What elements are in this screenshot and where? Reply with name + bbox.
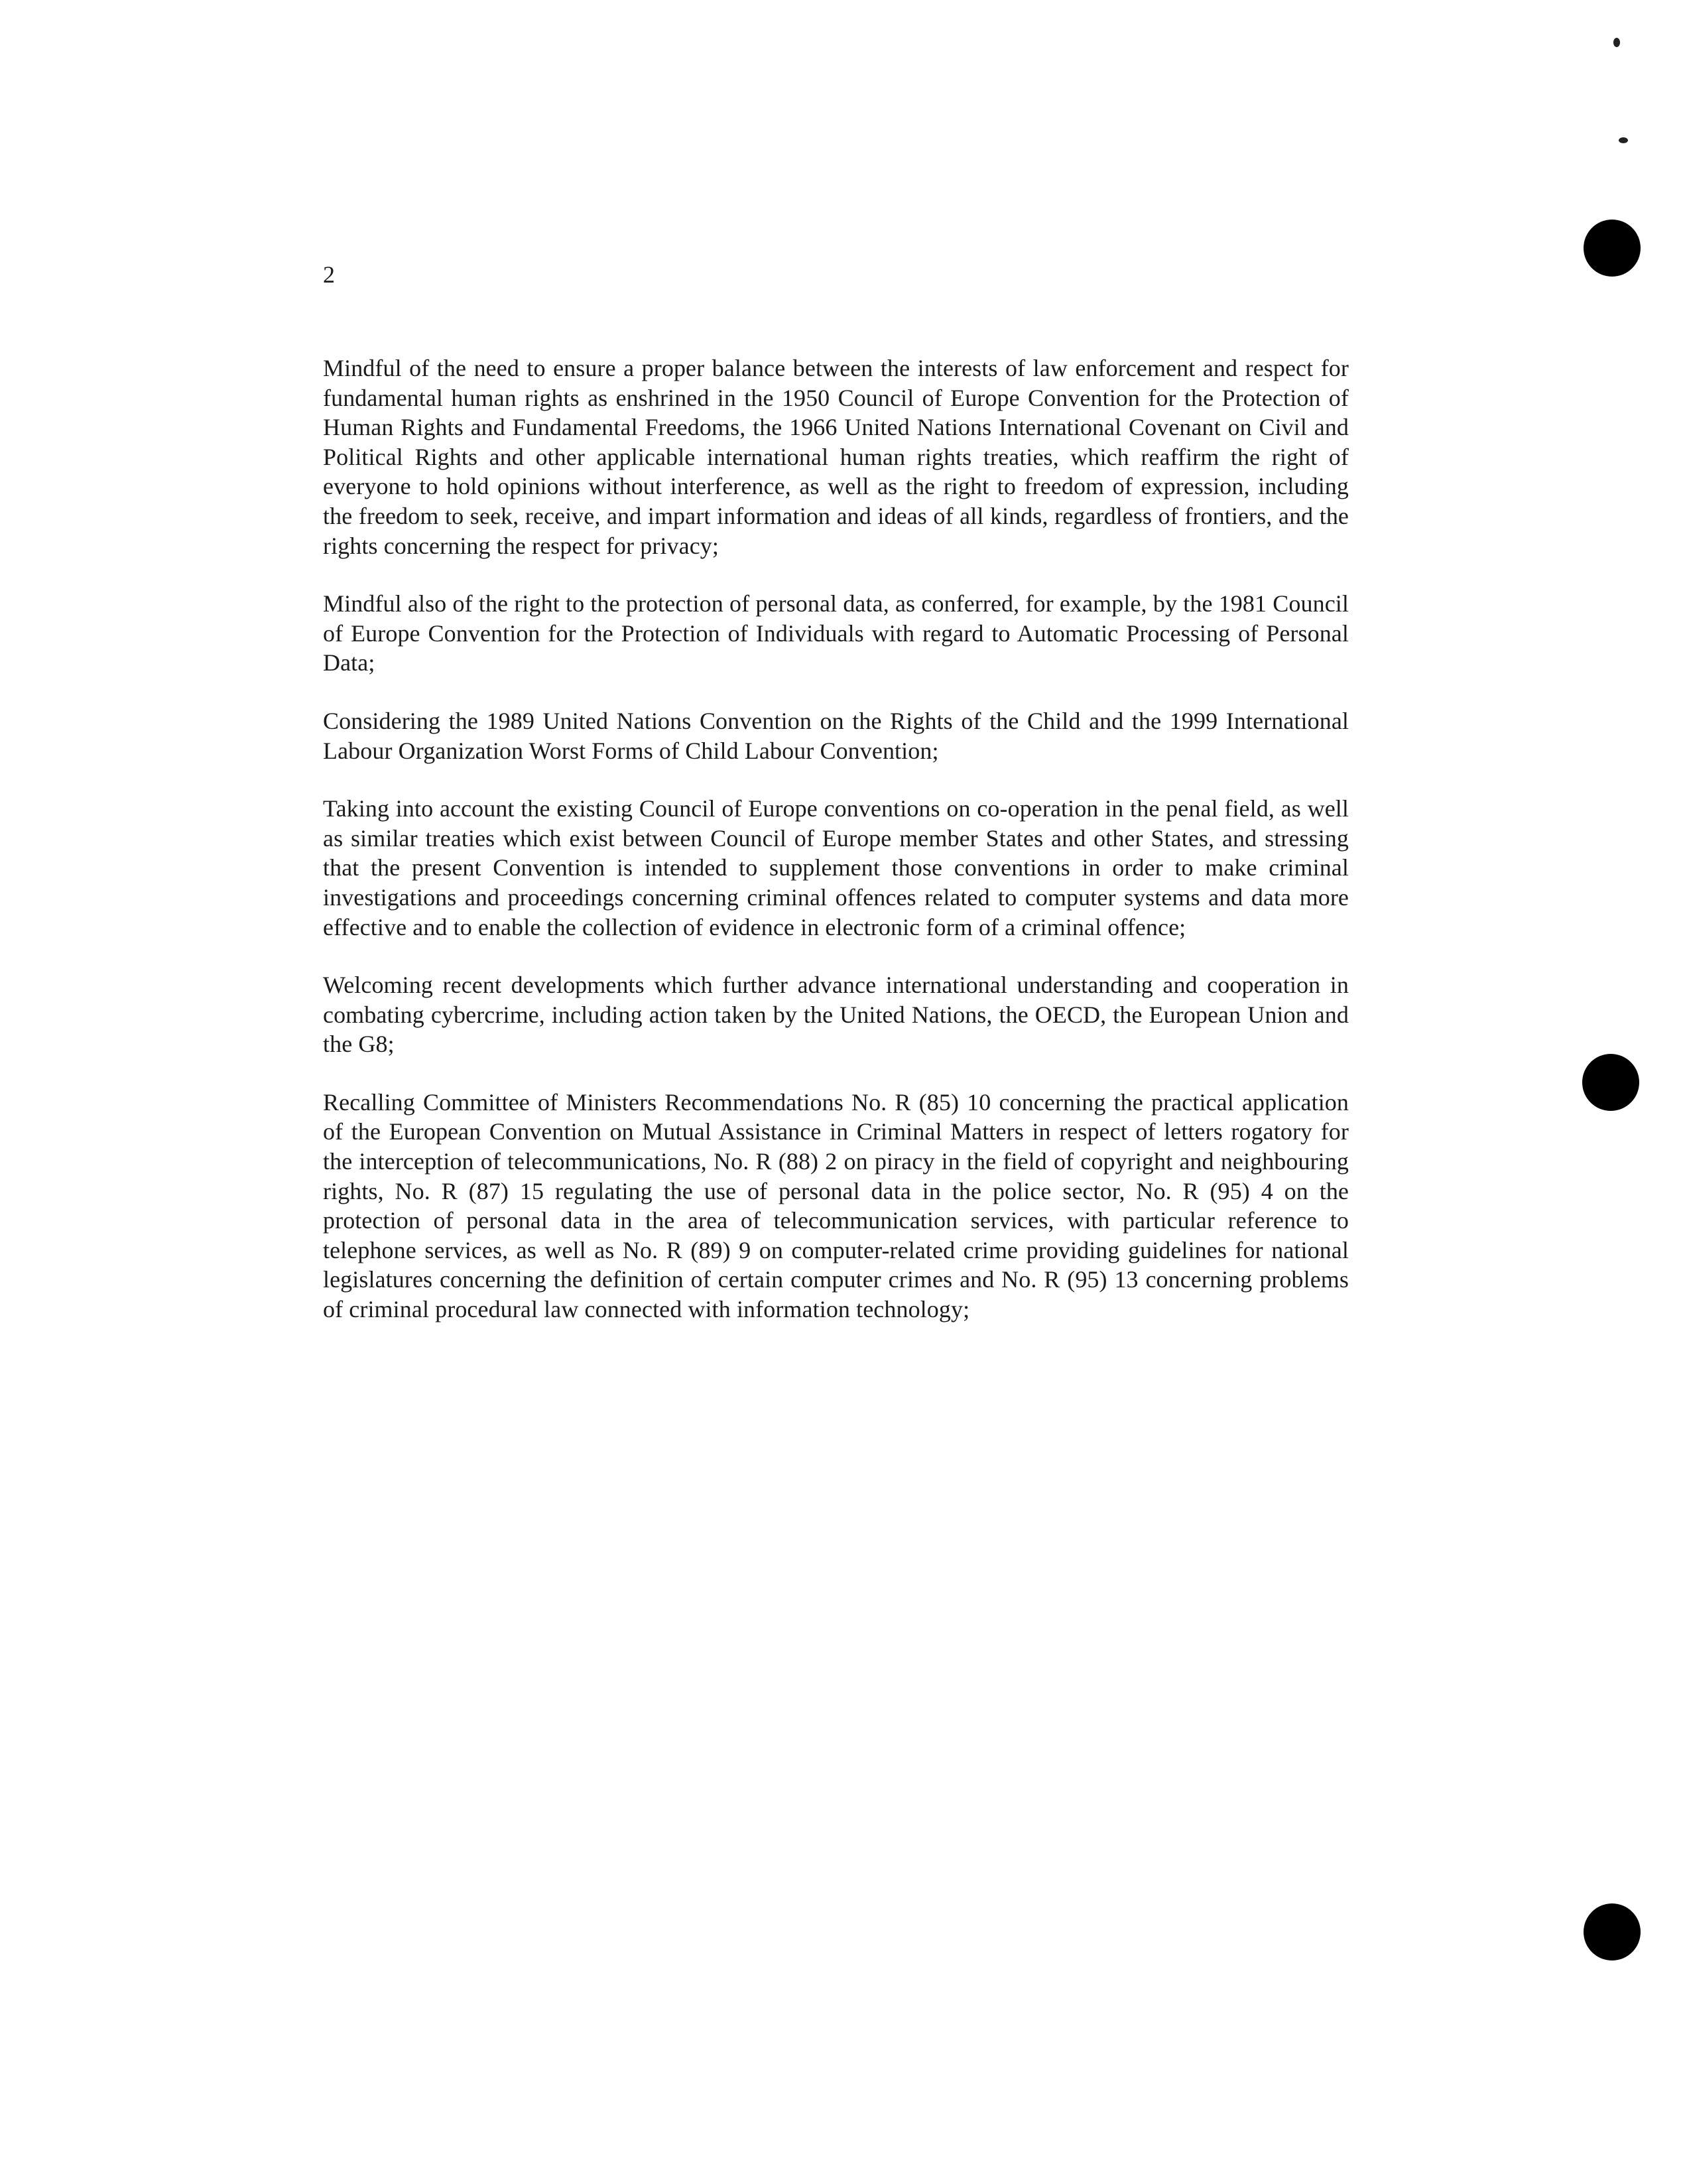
preamble-paragraph-existing-conventions: Taking into account the existing Council of Europe conventions on co-operation in the penal field, as well as similar treaties which exist between Council of Europe member States and other States, and stressing that the present Convention is intended to supplement those conventions in order to make criminal investigations and proceedings concerning criminal offences related to computer systems and data more effective and to enable the collection of evidence in electronic form of a criminal offence;	[323, 795, 1349, 940]
preamble-paragraph-personal-data: Mindful also of the right to the protection of personal data, as conferred, for example, by the 1981 Council of Europe Convention for the Protection of Individuals with regard to Automatic Processing of Personal Data;	[323, 590, 1349, 676]
preamble-paragraph-rights-of-child: Considering the 1989 United Nations Convention on the Rights of the Child and the 1999 International Labour Organization Worst Forms of Child Labour Convention;	[323, 707, 1349, 764]
punch-hole	[1582, 1054, 1639, 1111]
document-body	[323, 353, 1349, 1353]
preamble-paragraph-recommendations: Recalling Committee of Ministers Recommendations No. R (85) 10 concerning the practical application of the European Convention on Mutual Assistance in Criminal Matters in respect of letters rogatory for the interception of telecommunications, No. R (88) 2 on piracy in the field of copyright and neighbouring rights, No. R (87) 15 regulating the use of personal data in the police sector, No. R (95) 4 on the protection of personal data in the area of telecommunication services, with particular reference to telephone services, as well as No. R (89) 9 on computer-related crime providing guidelines for national legislatures concerning the definition of certain computer crimes and No. R (95) 13 concerning problems of criminal procedural law connected with information technology;	[323, 1088, 1349, 1323]
page-number: 2	[323, 261, 335, 288]
punch-hole	[1584, 1903, 1641, 1960]
scan-speck	[1613, 38, 1620, 47]
preamble-paragraph-human-rights: Mindful of the need to ensure a proper balance between the interests of law enforcement and respect for fundamental human rights as enshrined in the 1950 Council of Europe Convention for the Protection of Human Rights and Fundamental Freedoms, the 1966 United Nations International Covenant on Civil and Political Rights and other applicable international human rights treaties, which reaffirm the right of everyone to hold opinions without interference, as well as the right to freedom of expression, including the freedom to seek, receive, and impart information and ideas of all kinds, regardless of frontiers, and the rights concerning the respect for privacy;	[323, 355, 1349, 559]
punch-hole	[1584, 220, 1641, 277]
preamble-paragraph-recent-developments: Welcoming recent developments which further advance international understanding and cooperation in combating cybercrime, including action taken by the United Nations, the OECD, the European Union and the G8;	[323, 972, 1349, 1058]
scan-speck	[1619, 137, 1628, 143]
